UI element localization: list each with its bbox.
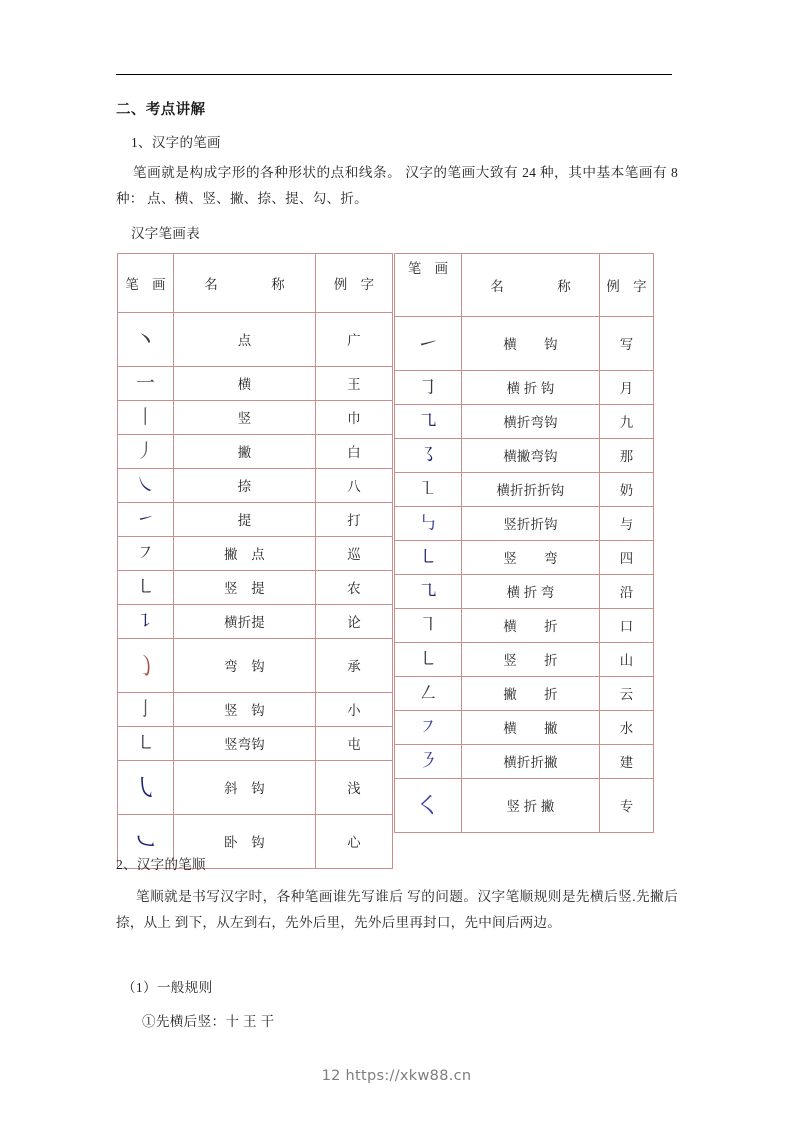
stroke-glyph-cell (118, 313, 174, 367)
header-rule (116, 74, 672, 75)
stroke-glyph-cell (395, 609, 462, 643)
example-char-cell: 论 (316, 605, 393, 639)
stroke-glyph-cell (395, 643, 462, 677)
example-char-cell: 心 (316, 815, 393, 869)
example-char-cell: 九 (600, 405, 654, 439)
stroke-glyph-icon: ㇊ (135, 610, 156, 632)
stroke-glyph-cell (118, 693, 174, 727)
stroke-glyph-icon: ㇄ (135, 732, 156, 754)
example-char-cell: 奶 (600, 473, 654, 507)
table-row (395, 541, 654, 575)
stroke-name-cell: 横 (174, 367, 316, 401)
example-char-cell: 月 (600, 371, 654, 405)
stroke-glyph-icon: 丿 (135, 440, 156, 462)
stroke-glyph-cell (395, 711, 462, 745)
header-cell-stroke: 笔 画 (395, 254, 462, 317)
table-row (118, 401, 393, 435)
stroke-table-right-body (395, 254, 654, 833)
stroke-name-cell: 撇 折 (462, 677, 600, 711)
stroke-name-cell: 竖折折钩 (462, 507, 600, 541)
table-row (118, 313, 393, 367)
stroke-name-cell: 捺 (174, 469, 316, 503)
table-row (118, 367, 393, 401)
stroke-glyph-icon: ㇀ (415, 329, 441, 358)
stroke-glyph-icon: ㇆ (418, 376, 438, 398)
stroke-name-cell: 竖 (174, 401, 316, 435)
example-char-cell: 与 (600, 507, 654, 541)
table-row (118, 605, 393, 639)
example-char-cell: 巾 (316, 401, 393, 435)
stroke-glyph-icon: ㇜ (418, 682, 438, 704)
header-cell-example: 例 字 (600, 254, 654, 317)
stroke-glyph-icon: ㇋ (418, 750, 438, 772)
stroke-glyph-icon: ㇉ (418, 512, 438, 534)
example-char-cell: 写 (600, 317, 654, 371)
stroke-glyph-cell (118, 367, 174, 401)
example-char-cell: 那 (600, 439, 654, 473)
subheading-general-rules: （1）一般规则 (122, 980, 213, 995)
stroke-glyph-icon: 丨 (135, 406, 156, 428)
table-row (118, 435, 393, 469)
stroke-glyph-cell (118, 503, 174, 537)
example-char-cell: 打 (316, 503, 393, 537)
stroke-name-cell: 横 折 钩 (462, 371, 600, 405)
stroke-glyph-cell (395, 405, 462, 439)
stroke-glyph-cell (118, 401, 174, 435)
example-char-cell: 四 (600, 541, 654, 575)
stroke-glyph-cell (118, 727, 174, 761)
table-row (118, 469, 393, 503)
stroke-glyph-icon: ㇄ (418, 546, 438, 568)
rule-item-1: ①先横后竖：十 王 干 (142, 1014, 275, 1029)
table-row (395, 677, 654, 711)
stroke-glyph-cell (395, 541, 462, 575)
table-header-row (118, 254, 393, 313)
stroke-glyph-cell (118, 469, 174, 503)
table-row (118, 639, 393, 693)
table-row (118, 727, 393, 761)
stroke-name-cell: 横折折撇 (462, 745, 600, 779)
stroke-glyph-cell (118, 761, 174, 815)
stroke-glyph-cell (395, 473, 462, 507)
intro-paragraph: 笔画就是构成字形的各种形状的点和线条。 汉字的笔画大致有 24 种，其中基本笔画有 8 种： 点、横、竖、撇、捺、提、勾、折。 (116, 165, 678, 206)
stroke-name-cell: 横 撇 (462, 711, 600, 745)
stroke-name-cell: 横 折 (462, 609, 600, 643)
example-char-cell: 白 (316, 435, 393, 469)
table-row (118, 537, 393, 571)
table-row (395, 745, 654, 779)
stroke-glyph-icon: ㇕ (418, 614, 438, 636)
stroke-glyph-icon: ㇈ (418, 410, 438, 432)
stroke-glyph-icon: ㇏ (135, 474, 156, 496)
table-row (395, 473, 654, 507)
bishun-paragraph: 笔顺就是书写汉字时，各种笔画谁先写谁后 写的问题。汉字笔顺规则是先横后竖.先撇后捺，从上 到下，从左到右，先外后里，先外后里再封口，先中间后两边。 (116, 889, 678, 930)
stroke-glyph-icon: ㇄ (135, 576, 156, 598)
stroke-name-cell: 撇 点 (174, 537, 316, 571)
table-row (118, 503, 393, 537)
stroke-glyph-cell (395, 677, 462, 711)
stroke-glyph-icon: ㇇ (418, 716, 438, 738)
stroke-name-cell: 点 (174, 313, 316, 367)
stroke-glyph-icon: ㇈ (418, 580, 438, 602)
stroke-glyph-icon: ㇅ (418, 478, 438, 500)
stroke-glyph-cell (395, 575, 462, 609)
stroke-glyph-cell (395, 317, 462, 371)
table-header-row (395, 254, 654, 317)
example-char-cell: 承 (316, 639, 393, 693)
stroke-name-cell: 竖 钩 (174, 693, 316, 727)
example-char-cell: 小 (316, 693, 393, 727)
page-title: 二、考点讲解 (116, 102, 206, 118)
example-char-cell: 专 (600, 779, 654, 833)
example-char-cell: 建 (600, 745, 654, 779)
header-cell-name: 名 称 (462, 254, 600, 317)
table-row (395, 575, 654, 609)
stroke-glyph-cell (118, 571, 174, 605)
table-row (395, 643, 654, 677)
example-char-cell: 山 (600, 643, 654, 677)
table-row (395, 371, 654, 405)
example-char-cell: 八 (316, 469, 393, 503)
stroke-glyph-icon: ㇌ (418, 444, 438, 466)
stroke-name-cell: 横 钩 (462, 317, 600, 371)
stroke-name-cell: 竖 折 (462, 643, 600, 677)
example-char-cell: 王 (316, 367, 393, 401)
stroke-glyph-cell (118, 605, 174, 639)
example-char-cell: 沿 (600, 575, 654, 609)
example-char-cell: 屯 (316, 727, 393, 761)
stroke-glyph-cell (395, 371, 462, 405)
stroke-name-cell: 横 折 弯 (462, 575, 600, 609)
stroke-name-cell: 撇 (174, 435, 316, 469)
example-char-cell: 广 (316, 313, 393, 367)
table-row (395, 439, 654, 473)
example-char-cell: 口 (600, 609, 654, 643)
stroke-glyph-icon: ㇛ (415, 791, 441, 820)
table-row (118, 693, 393, 727)
stroke-glyph-cell (395, 745, 462, 779)
table-row (118, 761, 393, 815)
stroke-name-cell: 竖 提 (174, 571, 316, 605)
table-caption: 汉字笔画表 (131, 226, 200, 241)
stroke-table-left (117, 253, 393, 869)
stroke-name-cell: 横折弯钩 (462, 405, 600, 439)
stroke-glyph-cell (118, 639, 174, 693)
table-row (395, 711, 654, 745)
header-cell-name: 名 称 (174, 254, 316, 313)
stroke-glyph-cell (395, 439, 462, 473)
example-char-cell: 水 (600, 711, 654, 745)
stroke-name-cell: 横折提 (174, 605, 316, 639)
example-char-cell: 云 (600, 677, 654, 711)
stroke-glyph-icon: 亅 (135, 698, 156, 720)
stroke-name-cell: 卧 钩 (174, 815, 316, 869)
stroke-name-cell: 横撇弯钩 (462, 439, 600, 473)
header-cell-example: 例 字 (316, 254, 393, 313)
example-char-cell: 浅 (316, 761, 393, 815)
footer-watermark: 12 https://xkw88.cn (321, 1068, 472, 1084)
stroke-name-cell: 竖 折 撇 (462, 779, 600, 833)
stroke-glyph-icon: ㇃ (133, 827, 158, 856)
example-char-cell: 农 (316, 571, 393, 605)
stroke-name-cell: 斜 钩 (174, 761, 316, 815)
table-row (395, 609, 654, 643)
subheading-hanzi-bishun: 2、汉字的笔顺 (116, 857, 206, 872)
stroke-glyph-icon: ㇄ (418, 648, 438, 670)
stroke-name-cell: 竖弯钩 (174, 727, 316, 761)
stroke-glyph-cell (395, 507, 462, 541)
table-row (118, 571, 393, 605)
stroke-name-cell: 横折折折钩 (462, 473, 600, 507)
stroke-glyph-icon: ㇂ (133, 773, 158, 802)
stroke-glyph-cell (118, 435, 174, 469)
table-row (395, 507, 654, 541)
table-row (395, 779, 654, 833)
stroke-table-right (394, 253, 654, 833)
stroke-glyph-icon: 丶 (133, 325, 158, 354)
stroke-glyph-cell (118, 537, 174, 571)
stroke-glyph-icon: ㇁ (133, 651, 158, 680)
table-row (395, 317, 654, 371)
stroke-name-cell: 弯 钩 (174, 639, 316, 693)
stroke-glyph-cell (395, 779, 462, 833)
stroke-glyph-icon: 一 (135, 372, 156, 394)
stroke-glyph-icon: ㇀ (135, 508, 156, 530)
subheading-hanzi-bihua: 1、汉字的笔画 (131, 135, 221, 150)
header-cell-stroke: 笔 画 (118, 254, 174, 313)
stroke-name-cell: 提 (174, 503, 316, 537)
stroke-glyph-icon: ㇇ (135, 542, 156, 564)
example-char-cell: 巡 (316, 537, 393, 571)
stroke-table-left-body (118, 254, 393, 869)
table-row (395, 405, 654, 439)
stroke-name-cell: 竖 弯 (462, 541, 600, 575)
